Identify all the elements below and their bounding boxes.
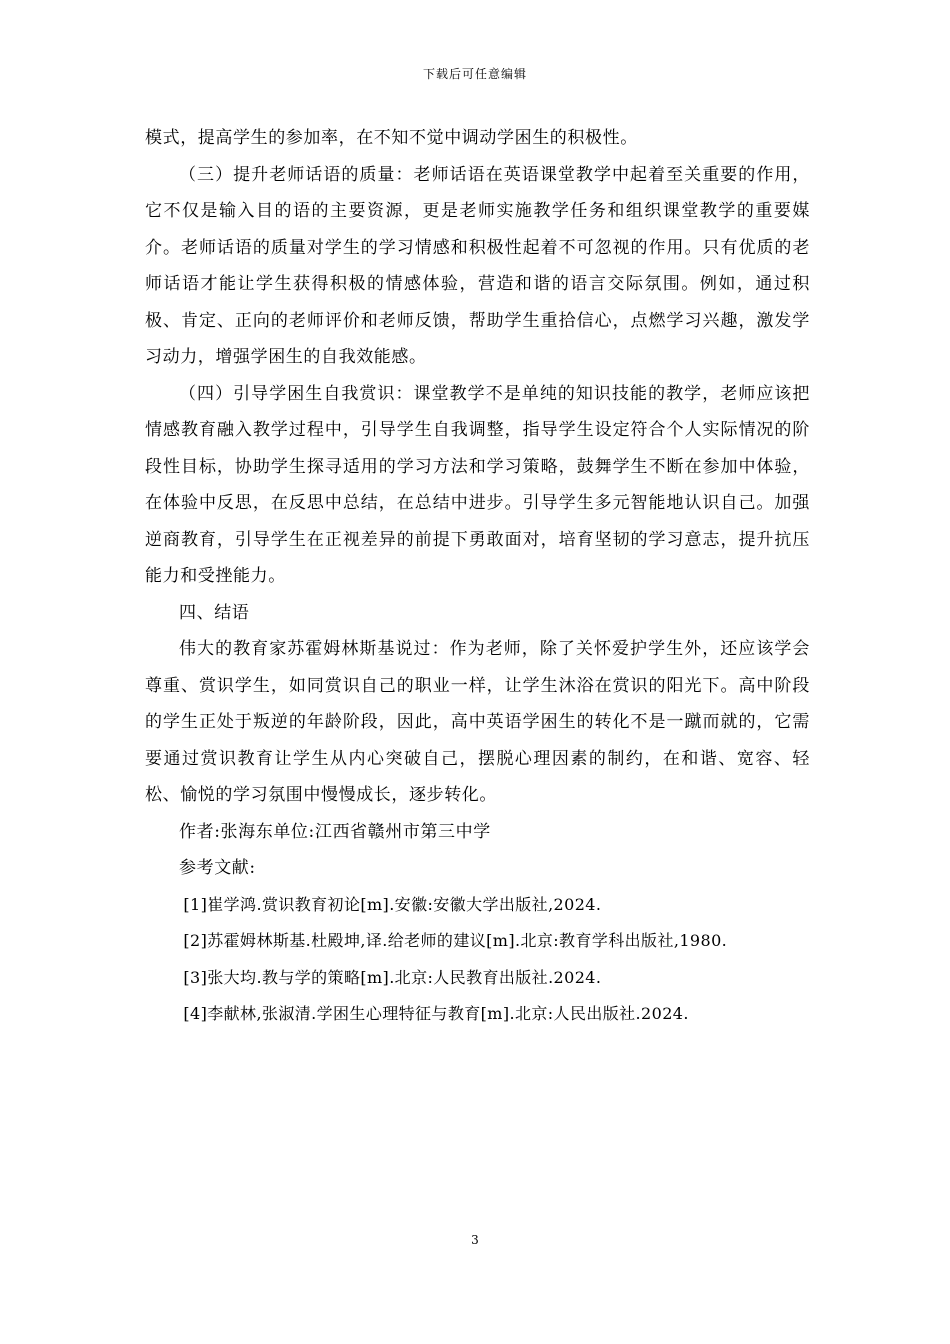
paragraph-conclusion: 伟大的教育家苏霍姆林斯基说过：作为老师，除了关怀爱护学生外，还应该学会尊重、赏识学生，如同赏识自己的职业一样，让学生沐浴在赏识的阳光下。高中阶段的学生正处于叛逆的年龄阶段，因此，高中英语学困生的转化不是一蹴而就的，它需要通过赏识教育让学生从内心突破自己，摆脱心理因素的制约，在和谐、宽容、轻松、愉悦的学习氛围中慢慢成长，逐步转化。 — [145, 639, 810, 805]
paragraph-continuation: 模式，提高学生的参加率，在不知不觉中调动学困生的积极性。 — [145, 128, 638, 148]
reference-item: [1]崔学鸿.赏识教育初论[m].安徽:安徽大学出版社,2024. — [183, 894, 602, 914]
paragraph-self-appreciation: （四）引导学困生自我赏识：课堂教学不是单纯的知识技能的教学，老师应该把情感教育融入教学过程中，引导学生自我调整，指导学生设定符合个人实际情况的阶段性目标，协助学生探寻适用的学习方法和学习策略，鼓舞学生不断在参加中体验，在体验中反思，在反思中总结，在总结中进步。引导学生多元智能地认识自己。加强逆商教育，引导学生在正视差异的前提下勇敢面对，培育坚韧的学习意志，提升抗压能力和受挫能力。 — [145, 383, 810, 586]
page-number: 3 — [471, 1233, 479, 1247]
reference-item: [3]张大均.教与学的策略[m].北京:人民教育出版社.2024. — [183, 967, 602, 987]
reference-item: [4]李献林,张淑清.学困生心理特征与教育[m].北京:人民出版社.2024. — [183, 1004, 689, 1023]
author-line: 作者:张海东单位:江西省赣州市第三中学 — [179, 821, 491, 842]
reference-item: [2]苏霍姆林斯基.杜殿坤,译.给老师的建议[m].北京:教育学科出版社,1980. — [183, 931, 728, 950]
paragraph-teacher-talk: （三）提升老师话语的质量：老师话语在英语课堂教学中起着至关重要的作用，它不仅是输入目的语的主要资源，更是老师实施教学任务和组织课堂教学的重要媒介。老师话语的质量对学生的学习情感和积极性起着不可忽视的作用。只有优质的老师话语才能让学生获得积极的情感体验，营造和谐的语言交际氛围。例如，通过积极、肯定、正向的老师评价和老师反馈，帮助学生重拾信心，点燃学习兴趣，激发学习动力，增强学困生的自我效能感。 — [145, 164, 810, 367]
references-heading: 参考文献: — [179, 858, 256, 878]
section-heading-conclusion: 四、结语 — [179, 602, 250, 623]
document-body — [145, 120, 810, 1033]
page-header: 下载后可任意编辑 — [422, 67, 527, 81]
